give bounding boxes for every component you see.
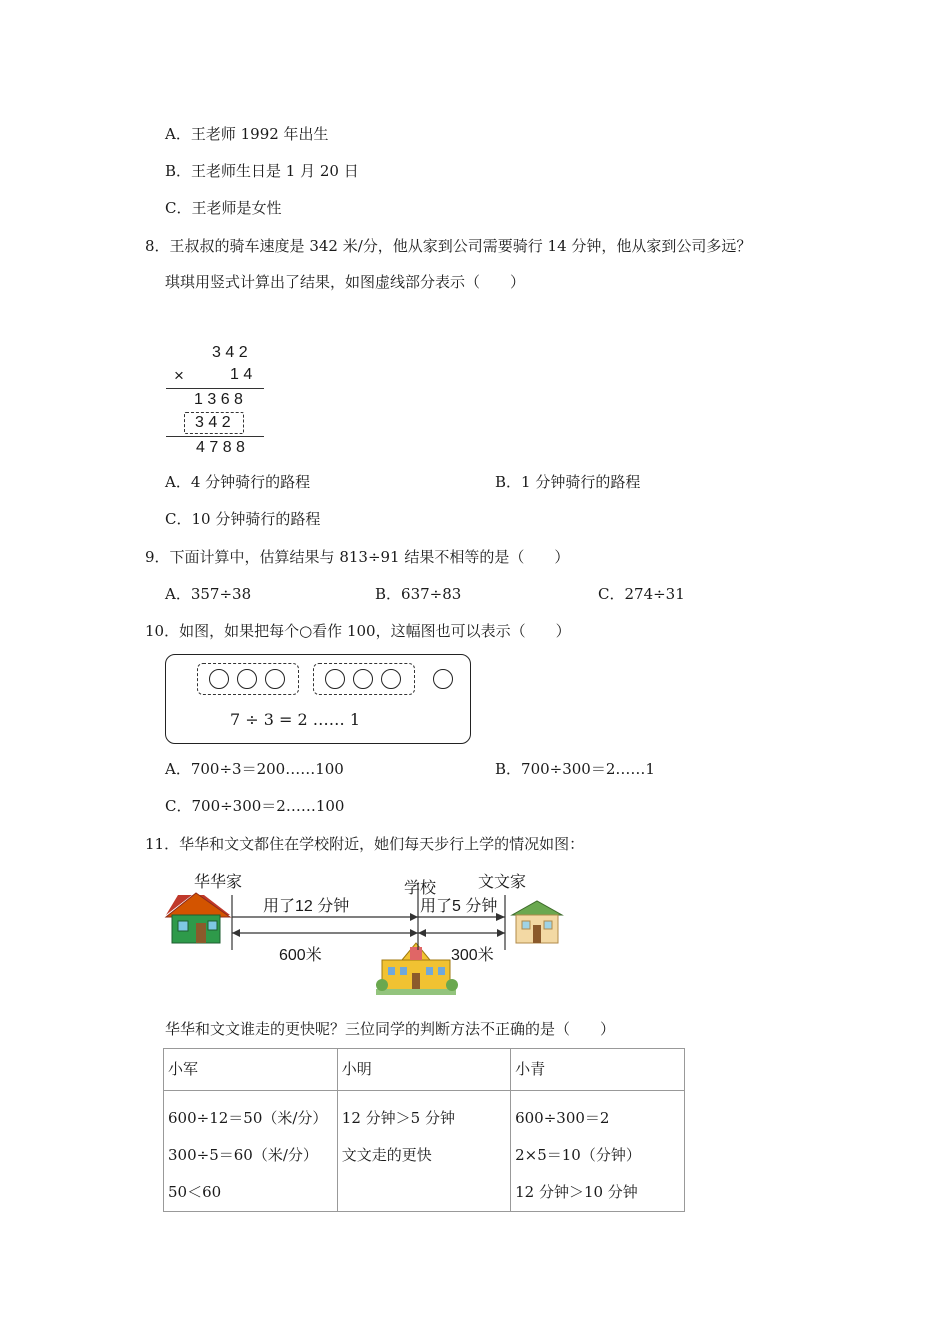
huahua-distance-label: 600米	[279, 947, 322, 964]
vm-line-2	[166, 436, 264, 437]
circle-icon	[381, 669, 401, 689]
q11-stem: 11．华华和文文都住在学校附近，她们每天步行上学的情况如图：	[145, 835, 585, 853]
q8-option-b[interactable]: B．1 分钟骑行的路程	[495, 473, 641, 491]
huahua-home-label: 华华家	[194, 874, 243, 891]
school-label: 学校	[404, 880, 437, 897]
q9-stem: 9．下面计算中，估算结果与 813÷91 结果不相等的是（ ）	[145, 548, 570, 566]
table-header: 小军	[164, 1049, 338, 1091]
circle-icon	[265, 669, 285, 689]
school-icon	[376, 943, 458, 995]
wenwen-home-label: 文文家	[478, 874, 527, 891]
vm-partial-1: 1 3 6 8	[194, 391, 243, 408]
wenwen-distance-label: 300米	[451, 947, 494, 964]
table-header: 小明	[337, 1049, 510, 1091]
circle-icon	[353, 669, 373, 689]
q7-option-b[interactable]: B．王老师生日是 1 月 20 日	[165, 162, 359, 180]
figure-equation: 7 ÷ 3 = 2 …… 1	[230, 710, 361, 729]
q10-stem: 10．如图，如果把每个○看作 100，这幅图也可以表示（ ）	[145, 622, 571, 640]
q11-judgment-table	[163, 1048, 685, 1212]
q7-option-c[interactable]: C．王老师是女性	[165, 199, 282, 217]
q8-stem-line1: 8．王叔叔的骑车速度是 342 米/分，他从家到公司需要骑行 14 分钟，他从家到公司多远？	[145, 237, 752, 255]
q10-option-b[interactable]: B．700÷300＝2……1	[495, 760, 655, 778]
vm-result: 4 7 8 8	[196, 439, 245, 456]
table-cell-xiaojun: 600÷12＝50（米/分） 300÷5＝60（米/分） 50＜60	[164, 1091, 338, 1212]
q10-figure	[165, 654, 471, 744]
huahua-time-label: 用了12 分钟	[263, 898, 350, 915]
wenwen-time-label: 用了5 分钟	[420, 898, 498, 915]
circle-icon	[433, 669, 453, 689]
circle-icon	[325, 669, 345, 689]
table-cell-xiaoqing: 600÷300＝2 2×5＝10（分钟） 12 分钟＞10 分钟	[511, 1091, 685, 1212]
vm-times-sign: ×	[174, 366, 184, 385]
vm-partial-2: 3 4 2	[195, 414, 231, 431]
q8-option-c[interactable]: C．10 分钟骑行的路程	[165, 510, 321, 528]
q7-option-a[interactable]: A．王老师 1992 年出生	[165, 125, 329, 143]
q9-option-c[interactable]: C．274÷31	[598, 585, 685, 603]
vm-multiplicand: 3 4 2	[212, 344, 248, 361]
wenwen-house-icon	[512, 901, 562, 943]
table-header: 小青	[511, 1049, 685, 1091]
q8-vertical-multiplication	[160, 340, 270, 465]
q11-walking-diagram	[160, 865, 570, 1000]
huahua-house-icon	[166, 893, 230, 943]
table-cell-xiaoming: 12 分钟＞5 分钟 文文走的更快	[337, 1091, 510, 1212]
vm-multiplier: 1 4	[230, 366, 253, 383]
q11-question: 华华和文文谁走的更快呢？三位同学的判断方法不正确的是（ ）	[165, 1020, 616, 1038]
q9-option-b[interactable]: B．637÷83	[375, 585, 462, 603]
q10-option-a[interactable]: A．700÷3＝200……100	[165, 760, 344, 778]
q10-option-c[interactable]: C．700÷300＝2……100	[165, 797, 345, 815]
q8-stem-line2: 琪琪用竖式计算出了结果，如图虚线部分表示（ ）	[165, 273, 526, 291]
q8-option-a[interactable]: A．4 分钟骑行的路程	[165, 473, 311, 491]
q9-option-a[interactable]: A．357÷38	[165, 585, 252, 603]
vm-line-1	[166, 388, 264, 389]
circle-icon	[237, 669, 257, 689]
circle-icon	[209, 669, 229, 689]
